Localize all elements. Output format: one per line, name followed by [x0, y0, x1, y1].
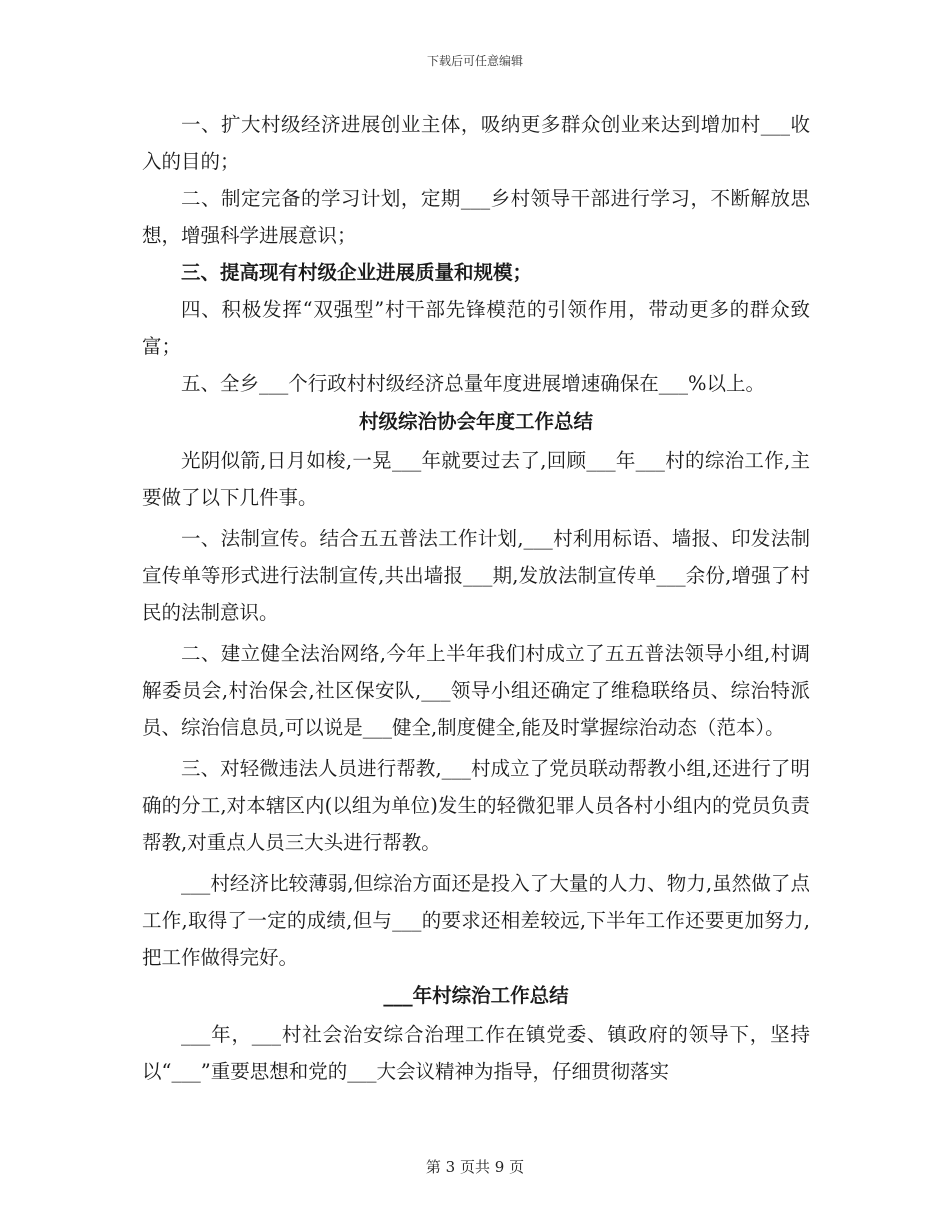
paragraph: ___村经济比较薄弱,但综治方面还是投入了大量的人力、物力,虽然做了点工作,取得了一定的成绩,但与___的要求还相差较远,下半年工作还要更加努力,把工作做得完好。 — [142, 872, 810, 969]
list-item: 一、扩大村级经济进展创业主体，吸纳更多群众创业来达到增加村___收入的目的； — [142, 113, 810, 173]
page-header: 下载后可任意编辑 — [426, 54, 523, 68]
page-footer: 第 3 页共 9 页 — [425, 1158, 525, 1176]
paragraph: 光阴似箭,日月如梭,一晃___年就要过去了,回顾___年___村的综治工作,主要做了以下几件事。 — [142, 449, 810, 509]
paragraph: 二、建立健全法治网络,今年上半年我们村成立了五五普法领导小组,村调解委员会,村治保会,社区保安队,___领导小组还确定了维稳联络员、综治特派员、综治信息员,可以说是___健全,制度健全,能及时掌握综治动态（范本）。 — [142, 642, 810, 739]
paragraph: 三、对轻微违法人员进行帮教,___村成立了党员联动帮教小组,还进行了明确的分工,对本辖区内(以组为单位)发生的轻微犯罪人员各村小组内的党员负责帮教,对重点人员三大头进行帮教。 — [142, 757, 810, 854]
paragraph: ___年，___村社会治安综合治理工作在镇党委、镇政府的领导下，坚持以“___”重要思想和党的___大会议精神为指导，仔细贯彻落实 — [142, 1023, 810, 1083]
list-item: 二、制定完备的学习计划，定期___乡村领导干部进行学习，不断解放思想，增强科学进展意识； — [142, 187, 810, 247]
section-title: ___年村综治工作总结 — [383, 984, 569, 1007]
document-body — [142, 106, 810, 1090]
section-title: 村级综治协会年度工作总结 — [358, 410, 593, 433]
list-item: 四、积极发挥“双强型”村干部先锋模范的引领作用，带动更多的群众致富； — [142, 298, 810, 358]
paragraph: 一、法制宣传。结合五五普法工作计划,___村利用标语、墙报、印发法制宣传单等形式进行法制宣传,共出墙报___期,发放法制宣传单___余份,增强了村民的法制意识。 — [142, 527, 810, 624]
list-item: 五、全乡___个行政村村级经济总量年度进展增速确保在___%以上。 — [181, 372, 766, 395]
list-item-bold: 三、提高现有村级企业进展质量和规模； — [181, 261, 533, 284]
